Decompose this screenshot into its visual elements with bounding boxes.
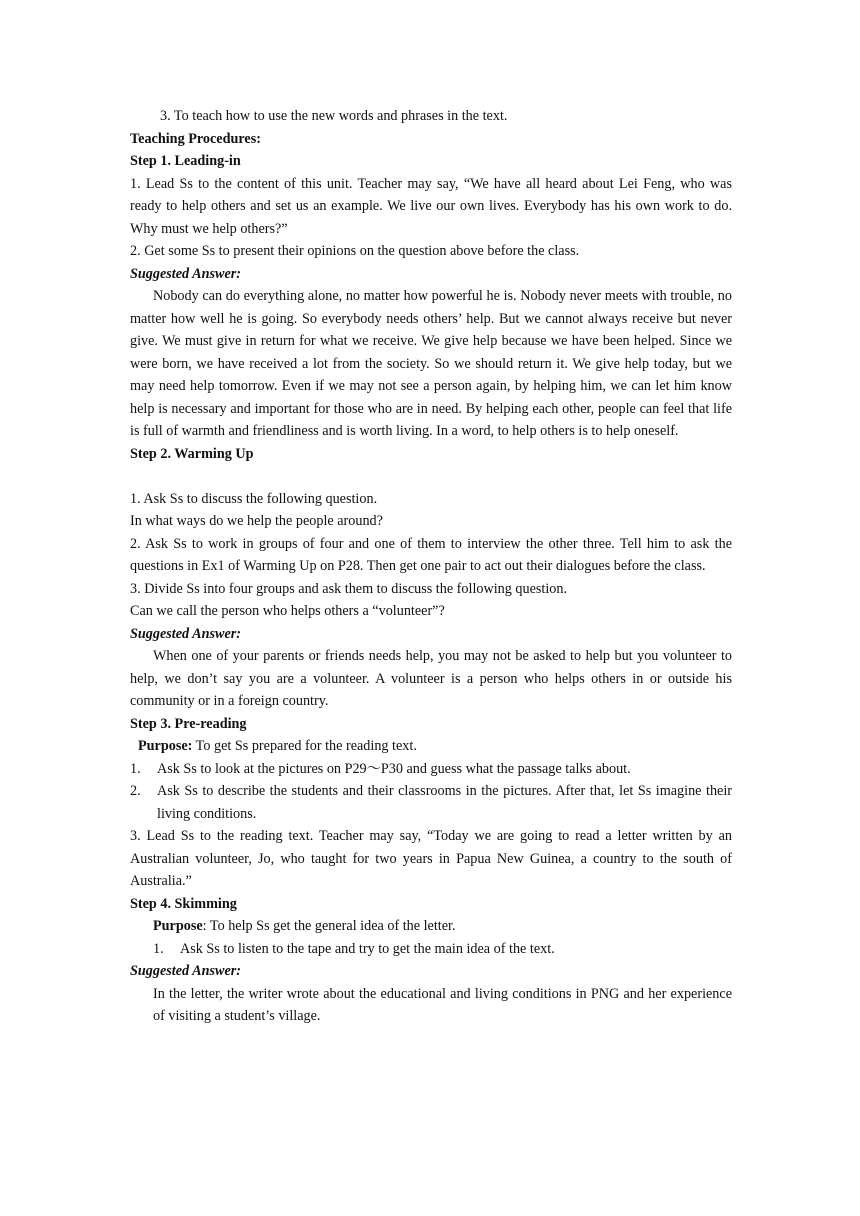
step2-answer-label: Suggested Answer: xyxy=(130,625,242,642)
list-item-number: 1. xyxy=(130,760,141,777)
step2-paragraph-3: 3. Divide Ss into four groups and ask them to discuss the following question. xyxy=(130,580,568,597)
step1-paragraph-1: 1. Lead Ss to the content of this unit. Teacher may say, “We have all heard about Lei Feng, who was ready to help others and set us an example. We live our own lives. Everybody has his own work to do. Why must we help others?” xyxy=(130,175,732,237)
step2-question-1: In what ways do we help the people around? xyxy=(130,513,383,529)
list-item-text: Ask Ss to look at the pictures on P29～P30 and guess what the passage talks about. xyxy=(157,760,631,777)
step2-answer: When one of your parents or friends needs help, you may not be asked to help but you volunteer to help, we don’t say you are a volunteer. A volunteer is a person who helps others in or outside his community or in a foreign country. xyxy=(130,648,732,709)
step3-paragraph-3: 3. Lead Ss to the reading text. Teacher may say, “Today we are going to read a letter written by an Australian volunteer, Jo, who taught for two years in Papua New Guinea, a country to the south of Australia.” xyxy=(130,828,732,889)
blank-line xyxy=(130,465,732,488)
step1-answer: Nobody can do everything alone, no matter how powerful he is. Nobody never meets with trouble, no matter how well he is going. So everybody needs others’ help. But we cannot always receive but never give. We must give in return for what we receive. We give help because we have been helped. Since we were born, we have received a lot from the society. So we should return it. We give help today, but we may need help tomorrow. Even if we may not see a person again, by helping him, we can let him know help is necessary and important for those who are in need. By helping each other, people can feel that life is full of warmth and friendliness and is worth living. In a word, to help others is to help oneself. xyxy=(130,288,732,439)
document-page xyxy=(130,105,732,1028)
step1-paragraph-2: 2. Get some Ss to present their opinions on the question above before the class. xyxy=(130,243,580,259)
list-item-number: 2. xyxy=(130,783,141,799)
step4-purpose xyxy=(130,915,732,938)
step3-purpose xyxy=(130,735,732,758)
list-item-text: Ask Ss to describe the students and their classrooms in the pictures. After that, let Ss imagine their living conditions. xyxy=(157,783,732,822)
step4-answer: In the letter, the writer wrote about the educational and living conditions in PNG and her experience of visiting a student’s village. xyxy=(153,985,732,1024)
step1-answer-label: Suggested Answer: xyxy=(130,265,242,282)
step4-heading: Step 4. Skimming xyxy=(130,895,237,912)
list-item xyxy=(130,758,732,781)
step2-paragraph-2: 2. Ask Ss to work in groups of four and one of them to interview the other three. Tell him to ask the questions in Ex1 of Warming Up on P28. Then get one pair to act out their dialogues before the class. xyxy=(130,535,732,574)
step3-purpose-text: To get Ss prepared for the reading text. xyxy=(192,738,417,754)
step3-heading: Step 3. Pre-reading xyxy=(130,715,247,732)
step3-purpose-label: Purpose: xyxy=(138,738,193,754)
step2-question-3: Can we call the person who helps others a “volunteer”? xyxy=(130,603,445,619)
procedures-heading: Teaching Procedures: xyxy=(130,130,261,147)
list-item-number: 1. xyxy=(153,940,164,957)
step2-heading: Step 2. Warming Up xyxy=(130,445,254,462)
step2-paragraph-1: 1. Ask Ss to discuss the following question. xyxy=(130,490,378,507)
objective-item-3: 3. To teach how to use the new words and phrases in the text. xyxy=(160,108,508,124)
list-item xyxy=(130,938,732,961)
step4-purpose-label: Purpose xyxy=(153,918,203,934)
list-item xyxy=(130,780,732,825)
list-item-text: Ask Ss to listen to the tape and try to get the main idea of the text. xyxy=(180,940,555,957)
step4-purpose-text: : To help Ss get the general idea of the letter. xyxy=(202,918,456,934)
step1-heading: Step 1. Leading-in xyxy=(130,153,241,169)
step4-answer-label: Suggested Answer: xyxy=(130,963,242,979)
